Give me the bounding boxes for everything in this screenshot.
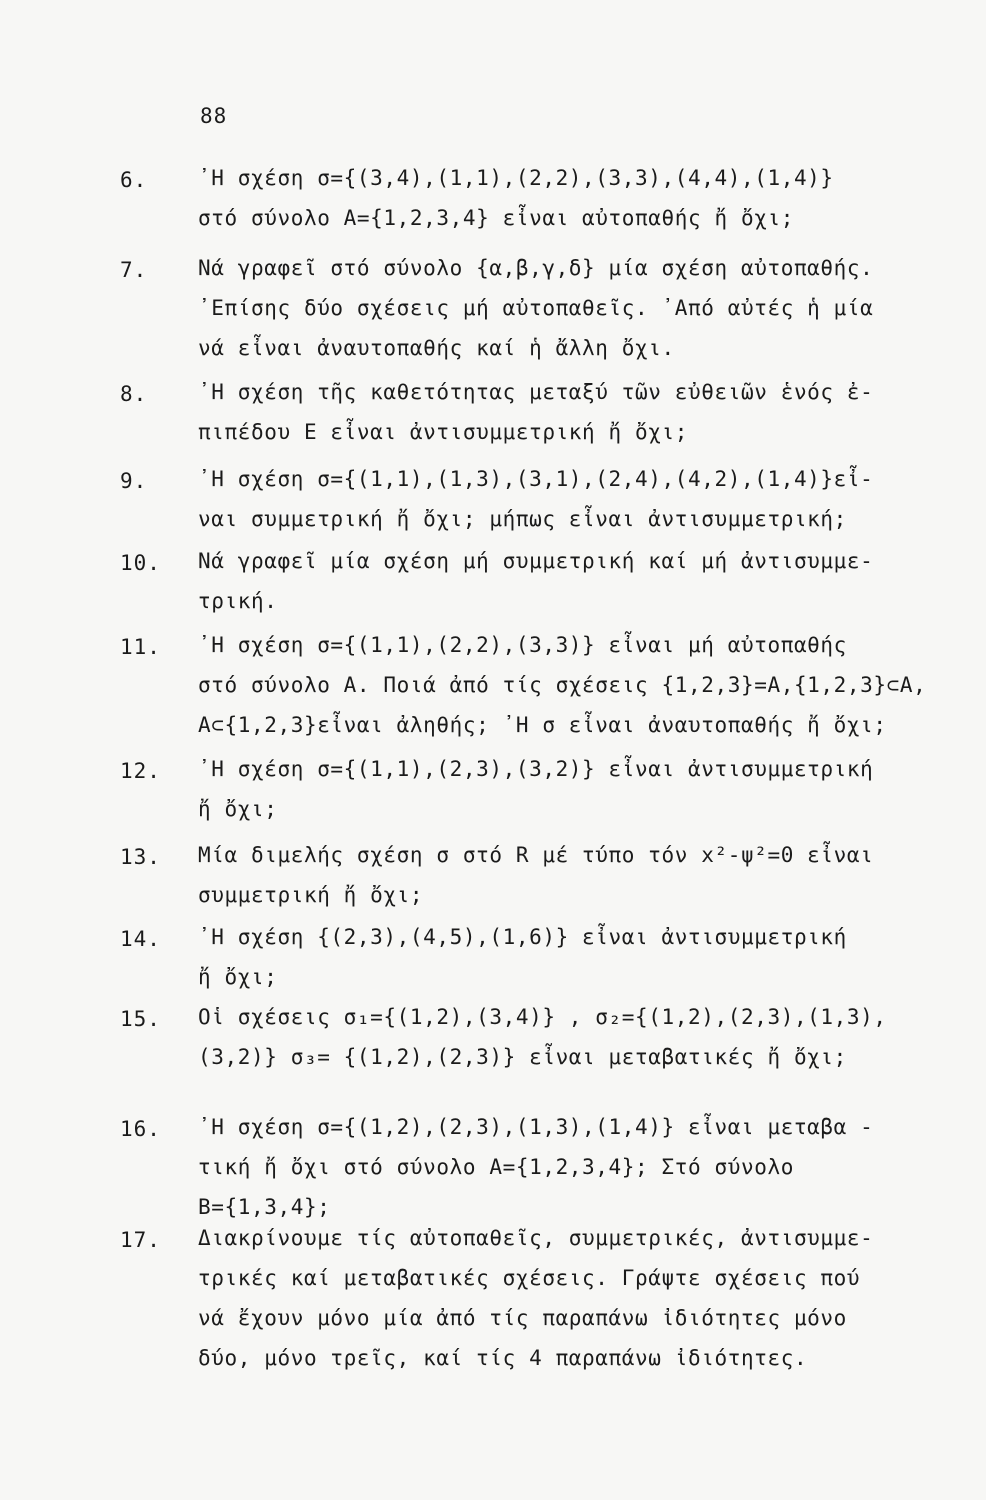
exercise-text-line: ᾿Η σχέση σ={(1,1),(1,3),(3,1),(2,4),(4,2),(1,4)}εἶ-	[198, 467, 874, 491]
exercise-text-line: ᾿Η σχέση σ={(3,4),(1,1),(2,2),(3,3),(4,4),(1,4)}	[198, 166, 834, 190]
exercise-number: 12.	[120, 759, 161, 783]
exercise-text-line: ᾿Η σχέση σ={(1,2),(2,3),(1,3),(1,4)} εἶναι μεταβα -	[198, 1115, 874, 1139]
exercise-text-line: Α⊂{1,2,3}εἶναι ἀληθής; ᾿Η σ εἶναι ἀναυτοπαθής ἤ ὄχι;	[198, 713, 887, 737]
exercise-text-line: τρικές καί μεταβατικές σχέσεις. Γράψτε σχέσεις πού	[198, 1266, 861, 1290]
exercise-text-line: ᾿Η σχέση σ={(1,1),(2,3),(3,2)} εἶναι ἀντισυμμετρική	[198, 757, 874, 781]
exercise-text-line: ἤ ὄχι;	[198, 797, 278, 821]
exercise-text-line: Νά γραφεῖ μία σχέση μή συμμετρική καί μή ἀντισυμμε-	[198, 549, 874, 573]
exercise-text-line: ναι συμμετρική ἤ ὄχι; μήπως εἶναι ἀντισυμμετρική;	[198, 507, 847, 531]
exercise-text-line: δύο, μόνο τρεῖς, καί τίς 4 παραπάνω ἰδιότητες.	[198, 1346, 808, 1370]
exercise-text-line: συμμετρική ἤ ὄχι;	[198, 883, 424, 907]
exercise-number: 7.	[120, 258, 148, 282]
exercise-number: 16.	[120, 1117, 161, 1141]
exercise-text-line: ᾿Η σχέση {(2,3),(4,5),(1,6)} εἶναι ἀντισυμμετρική	[198, 925, 847, 949]
exercise-number: 10.	[120, 551, 161, 575]
exercise-number: 9.	[120, 469, 148, 493]
exercise-number: 17.	[120, 1228, 161, 1252]
exercise-text-line: Νά γραφεῖ στό σύνολο {α,β,γ,δ} μία σχέση αὐτοπαθής.	[198, 256, 874, 280]
exercise-text-line: ἤ ὄχι;	[198, 965, 278, 989]
exercise-text-line: ᾿Η σχέση σ={(1,1),(2,2),(3,3)} εἶναι μή αὐτοπαθής	[198, 633, 847, 657]
exercise-text-line: πιπέδου Ε εἶναι ἀντισυμμετρική ἤ ὄχι;	[198, 420, 688, 444]
exercise-text-line: νά εἶναι ἀναυτοπαθής καί ἡ ἄλλη ὄχι.	[198, 336, 675, 360]
exercise-number: 15.	[120, 1007, 161, 1031]
exercise-text-line: τρική.	[198, 589, 278, 613]
exercise-text-line: Διακρίνουμε τίς αὐτοπαθεῖς, συμμετρικές, ἀντισυμμε-	[198, 1226, 874, 1250]
exercise-text-line: στό σύνολο Α. Ποιά ἀπό τίς σχέσεις {1,2,3}=Α,{1,2,3}⊂Α,	[198, 673, 927, 697]
exercise-text-line: ᾿Η σχέση τῆς καθετότητας μεταξύ τῶν εὐθειῶν ἑνός ἐ-	[198, 380, 874, 404]
exercise-number: 14.	[120, 927, 161, 951]
exercise-number: 13.	[120, 845, 161, 869]
exercise-text-line: στό σύνολο Α={1,2,3,4} εἶναι αὐτοπαθής ἤ ὄχι;	[198, 206, 794, 230]
page-number: 88	[200, 104, 228, 128]
exercise-text-line: Οἱ σχέσεις σ₁={(1,2),(3,4)} , σ₂={(1,2),(2,3),(1,3),	[198, 1005, 887, 1029]
exercise-text-line: νά ἔχουν μόνο μία ἀπό τίς παραπάνω ἰδιότητες μόνο	[198, 1306, 847, 1330]
exercise-text-line: Β={1,3,4};	[198, 1195, 331, 1219]
exercise-text-line: τική ἤ ὄχι στό σύνολο Α={1,2,3,4}; Στό σύνολο	[198, 1155, 794, 1179]
exercise-text-line: ᾿Επίσης δύο σχέσεις μή αὐτοπαθεῖς. ᾿Από αὐτές ἡ μία	[198, 296, 874, 320]
exercise-number: 11.	[120, 635, 161, 659]
exercise-number: 8.	[120, 382, 148, 406]
exercise-text-line: (3,2)} σ₃= {(1,2),(2,3)} εἶναι μεταβατικές ἤ ὄχι;	[198, 1045, 847, 1069]
exercise-number: 6.	[120, 168, 148, 192]
exercise-text-line: Μία διμελής σχέση σ στό R μέ τύπο τόν x²-ψ²=0 εἶναι	[198, 843, 874, 867]
